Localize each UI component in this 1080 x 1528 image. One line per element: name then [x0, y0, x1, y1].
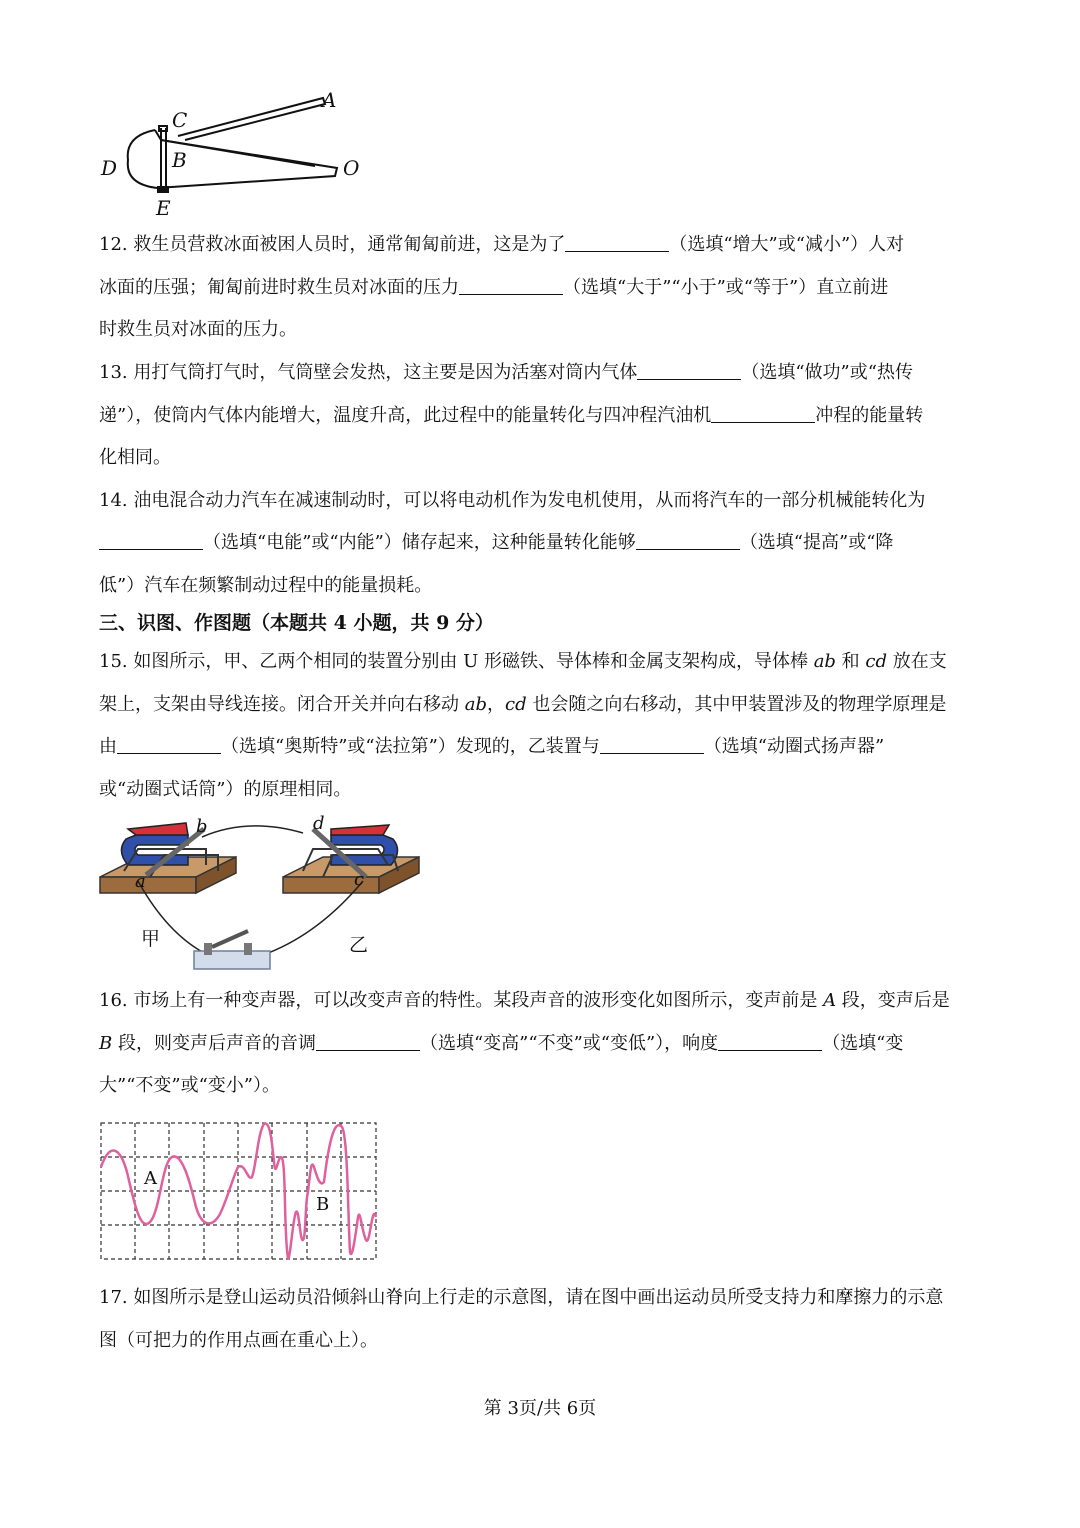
q14-text-2b: （选填“提高”或“降	[739, 532, 894, 553]
q16-blank-1[interactable]	[316, 1032, 420, 1051]
q15-line-4	[99, 778, 351, 802]
motor-label-jia: 甲	[141, 928, 161, 950]
page-number: 第 3页/共 6页	[483, 1398, 597, 1419]
q15-text-3c: （选填“动圈式扬声器”	[703, 736, 885, 757]
waveform-figure	[100, 1122, 378, 1262]
q13-line-1	[99, 361, 913, 385]
q12-text-2a: 冰面的压强；匍匐前进时救生员对冰面的压力	[99, 277, 459, 298]
lever-label-o: O	[343, 156, 360, 180]
motor-label-yi: 乙	[349, 934, 369, 956]
lever-label-b: B	[172, 148, 187, 172]
q13-blank-2[interactable]	[711, 404, 815, 423]
q14-text-1: 14. 油电混合动力汽车在减速制动时，可以将电动机作为发电机使用，从而将汽车的一部分机械能转化为	[99, 490, 926, 511]
motor-label-b: b	[196, 816, 208, 837]
lever-label-a: A	[322, 88, 337, 112]
q15-cd: cd	[865, 651, 888, 672]
q15-text-3a: 由	[99, 736, 117, 757]
q12-text-3: 时救生员对冰面的压力。	[99, 319, 297, 340]
q15-ab-2: ab	[464, 694, 487, 715]
q13-text-2a: 递”），使筒内气体内能增大，温度升高，此过程中的能量转化与四冲程汽油机	[99, 405, 712, 426]
q14-line-1	[99, 489, 925, 513]
q16-line-3	[99, 1074, 280, 1098]
q15-text-1a: 15. 如图所示，甲、乙两个相同的装置分别由 U 形磁铁、导体棒和金属支架构成，导体棒	[99, 651, 814, 672]
q13-text-2b: 冲程的能量转	[815, 405, 924, 426]
q15-blank-2[interactable]	[600, 735, 704, 754]
q15-text-1b: 和	[835, 651, 866, 672]
q16-blank-2[interactable]	[718, 1032, 822, 1051]
q12-line-2	[99, 276, 888, 300]
q12-blank-1[interactable]	[565, 233, 669, 252]
q15-text-3b: （选填“奥斯特”或“法拉第”）发现的，乙装置与	[221, 736, 600, 757]
q14-line-3	[99, 574, 432, 598]
q12-text-1b: （选填“增大”或“减小”）人对	[669, 234, 905, 255]
q14-blank-2[interactable]	[636, 531, 740, 550]
lever-label-d: D	[101, 156, 118, 180]
section-3-title: 三、识图、作图题（本题共 4 小题，共 9 分）	[99, 612, 494, 634]
q13-text-1a: 13. 用打气筒打气时，气筒壁会发热，这主要是因为活塞对筒内气体	[99, 362, 638, 383]
q13-text-3: 化相同。	[99, 447, 171, 468]
q15-text-2a: 架上，支架由导线连接。闭合开关并向右移动	[99, 694, 465, 715]
lever-label-c: C	[172, 108, 188, 132]
q15-text-1c: 放在支	[887, 651, 947, 672]
wave-label-a: A	[144, 1168, 157, 1189]
q15-line-1	[99, 650, 947, 674]
q16-text-2c: （选填“变	[822, 1033, 904, 1054]
q12-text-2b: （选填“大于”“小于”或“等于”）直立前进	[563, 277, 889, 298]
q16-text-1b: 段，变声后是	[836, 990, 950, 1011]
q14-text-3: 低”）汽车在频繁制动过程中的能量损耗。	[99, 575, 433, 596]
q15-line-3	[99, 735, 884, 759]
q16-text-2a: 段，则变声后声音的音调	[112, 1033, 316, 1054]
q15-text-4: 或“动圈式话筒”）的原理相同。	[99, 779, 352, 800]
q17-text-1: 17. 如图所示是登山运动员沿倾斜山脊向上行走的示意图，请在图中画出运动员所受支持力和摩擦力的示意	[99, 1287, 944, 1308]
q16-b: B	[99, 1033, 113, 1054]
q14-line-2	[99, 531, 893, 555]
q17-text-2: 图（可把力的作用点画在重心上）。	[99, 1330, 378, 1351]
q15-line-2	[99, 693, 946, 717]
q14-blank-1[interactable]	[99, 531, 203, 550]
magnet-devices-figure	[98, 815, 423, 980]
q15-blank-1[interactable]	[117, 735, 221, 754]
q16-line-2	[99, 1032, 903, 1056]
q13-line-2	[99, 404, 923, 428]
q15-ab: ab	[813, 651, 836, 672]
q16-text-3: 大”“不变”或“变小”）。	[99, 1075, 281, 1096]
q12-line-3	[99, 318, 297, 342]
wave-label-b: B	[316, 1194, 330, 1215]
q16-a: A	[823, 990, 837, 1011]
q16-line-1	[99, 989, 950, 1013]
lever-label-e: E	[156, 196, 171, 220]
q15-text-2c: 也会随之向右移动，其中甲装置涉及的物理学原理是	[526, 694, 947, 715]
q12-blank-2[interactable]	[459, 276, 563, 295]
q16-text-1a: 16. 市场上有一种变声器，可以改变声音的特性。某段声音的波形变化如图所示，变声前是	[99, 990, 824, 1011]
q13-line-3	[99, 446, 171, 470]
q13-blank-1[interactable]	[637, 361, 741, 380]
q17-line-2	[99, 1329, 378, 1353]
motor-label-a: a	[135, 871, 146, 892]
motor-label-d: d	[313, 813, 325, 834]
q14-text-2a: （选填“电能”或“内能”）储存起来，这种能量转化能够	[203, 532, 636, 553]
q13-text-1b: （选填“做功”或“热传	[741, 362, 913, 383]
q15-cd-2: cd	[505, 694, 527, 715]
q15-text-2b: ，	[487, 694, 505, 715]
q12-line-1	[99, 233, 904, 257]
q16-text-2b: （选填“变高”“不变”或“变低”），响度	[419, 1033, 719, 1054]
q17-line-1	[99, 1286, 943, 1310]
q12-text-1a: 12. 救生员营救冰面被困人员时，通常匍匐前进，这是为了	[99, 234, 566, 255]
motor-label-c: c	[354, 869, 365, 890]
